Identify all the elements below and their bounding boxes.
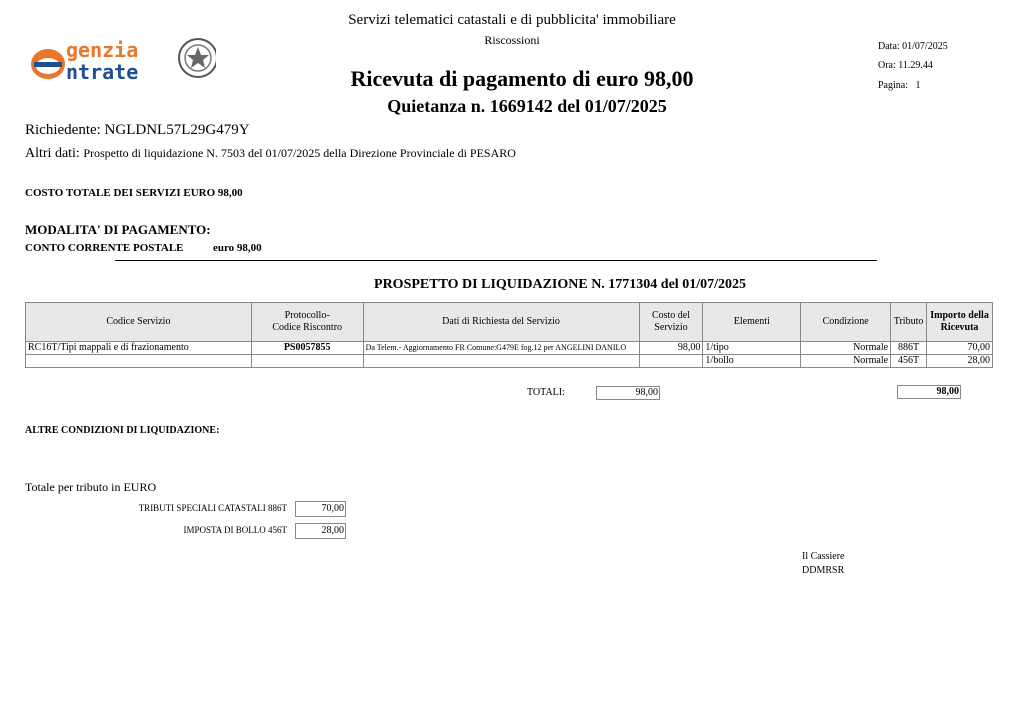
cell-codice: RC16T/Tipi mappali e di frazionamento	[26, 342, 252, 355]
cell-tributo: 456T	[891, 355, 927, 368]
col-elementi: Elementi	[703, 303, 801, 342]
cassiere-name: DDMRSR	[802, 565, 845, 576]
col-costo-line2: Servizio	[654, 322, 688, 333]
altri-dati	[25, 146, 516, 162]
altri-dati-value: Prospetto di liquidazione N. 7503 del 01/07/2025 della Direzione Provinciale di PESARO	[83, 146, 516, 160]
cell-protocollo	[251, 355, 363, 368]
logo-text-entrate: ntrate	[66, 60, 139, 84]
col-protocollo	[251, 303, 363, 342]
tributo-label: TRIBUTI SPECIALI CATASTALI 886T	[138, 503, 287, 513]
logo-text-agenzia: genzia	[66, 38, 139, 62]
tributo-value: 28,00	[295, 523, 346, 539]
col-dati-richiesta: Dati di Richiesta del Servizio	[363, 303, 639, 342]
conto-corrente-label: CONTO CORRENTE POSTALE	[25, 242, 184, 254]
col-importo-line1: Importo della	[930, 310, 989, 321]
costo-totale: COSTO TOTALE DEI SERVIZI EURO 98,00	[25, 187, 243, 199]
col-codice-servizio: Codice Servizio	[26, 303, 252, 342]
totali-costo: 98,00	[596, 386, 660, 400]
col-importo-line2: Ricevuta	[940, 322, 979, 333]
col-costo-line1: Costo del	[651, 310, 690, 321]
page-number: Pagina: 1	[878, 80, 921, 91]
cell-codice	[26, 355, 252, 368]
cell-condizione: Normale	[801, 342, 891, 355]
cell-dati	[363, 355, 639, 368]
cell-condizione: Normale	[801, 355, 891, 368]
cell-protocollo: PS0057855	[251, 342, 363, 355]
col-protocollo-line2: Codice Riscontro	[272, 322, 343, 333]
prospetto-title: PROSPETTO DI LIQUIDAZIONE N. 1771304 del 01/07/2025	[374, 277, 746, 292]
print-date: Data: 01/07/2025	[878, 41, 948, 52]
totale-tributo-label: Totale per tributo in EURO	[25, 480, 157, 494]
richiedente: Richiedente: NGLDNL57L29G479Y	[25, 122, 250, 138]
cell-tributo: 886T	[891, 342, 927, 355]
receipt-subtitle: Quietanza n. 1669142 del 01/07/2025	[387, 96, 667, 116]
cell-elementi: 1/tipo	[703, 342, 801, 355]
print-time: Ora: 11.29.44	[878, 60, 933, 71]
col-condizione: Condizione	[801, 303, 891, 342]
table-row	[26, 342, 993, 355]
tributo-value: 70,00	[295, 501, 346, 517]
cell-elementi: 1/bollo	[703, 355, 801, 368]
cell-importo: 28,00	[927, 355, 993, 368]
col-protocollo-line1: Protocollo-	[284, 310, 330, 321]
cell-costo	[639, 355, 703, 368]
altri-dati-label: Altri dati:	[25, 146, 80, 161]
cassiere-label: Il Cassiere	[802, 551, 845, 562]
col-costo	[639, 303, 703, 342]
modalita-pagamento-label: MODALITA' DI PAGAMENTO:	[25, 222, 211, 237]
cell-dati: Da Telem.- Aggiornamento FR Comune:G479E fog.12 per ANGELINI DANILO	[363, 342, 639, 355]
cell-importo: 70,00	[927, 342, 993, 355]
separator-line	[115, 260, 877, 261]
section-header: Riscossioni	[484, 33, 540, 47]
cell-costo: 98,00	[639, 342, 703, 355]
conto-corrente-value: euro 98,00	[213, 242, 262, 254]
table-header-row	[26, 303, 993, 342]
col-tributo: Tributo	[891, 303, 927, 342]
receipt-title: Ricevuta di pagamento di euro 98,00	[350, 66, 694, 91]
altre-condizioni: ALTRE CONDIZIONI DI LIQUIDAZIONE:	[25, 425, 220, 436]
totali-label: TOTALI:	[527, 387, 565, 398]
tributo-label: IMPOSTA DI BOLLO 456T	[183, 525, 287, 535]
service-header: Servizi telematici catastali e di pubblicita' immobiliare	[348, 12, 676, 28]
table-row	[26, 355, 993, 368]
liquidation-table	[25, 302, 993, 368]
totali-importo: 98,00	[897, 385, 961, 399]
col-importo	[927, 303, 993, 342]
